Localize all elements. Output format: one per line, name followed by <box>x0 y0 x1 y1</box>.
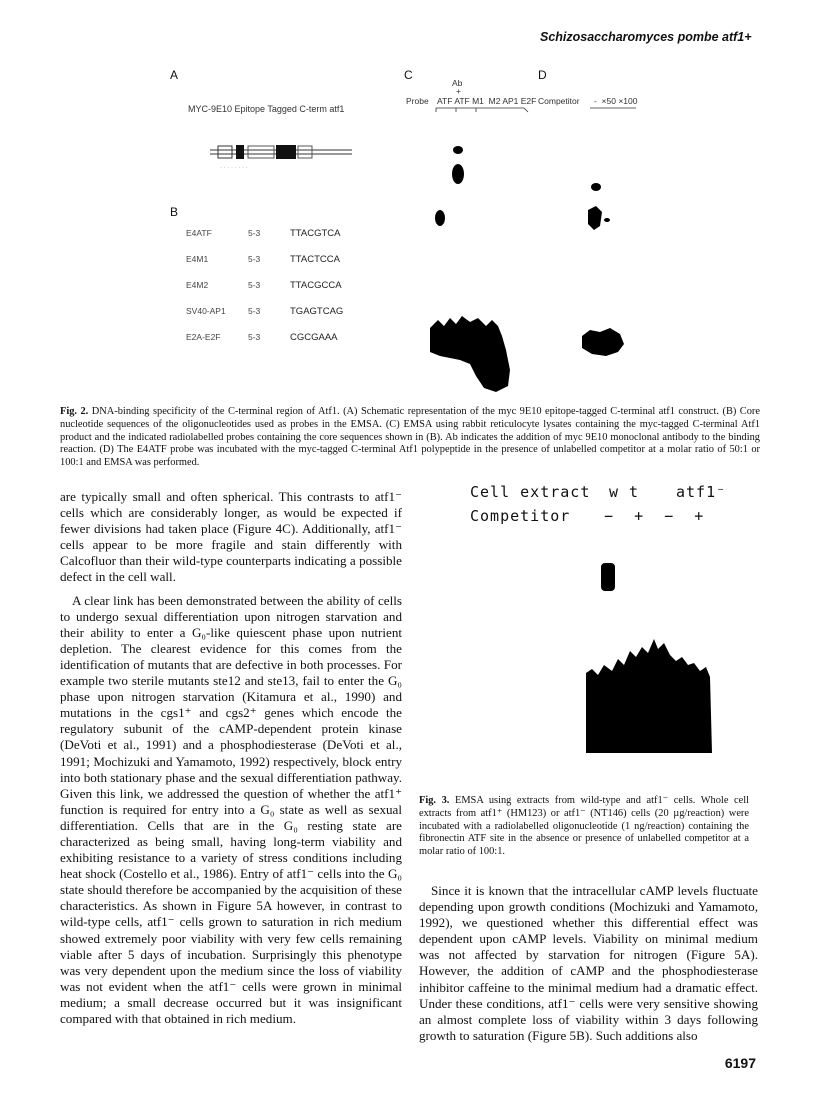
gel-image-c <box>420 130 530 400</box>
seq-name: E4ATF <box>186 228 212 238</box>
paragraph: are typically small and often spherical. This contrasts to atf1⁻ cells which are considerably longer, as would be expected if fewer divisions had taken place (Figure 4C). Additionally, atf1⁻ cells appear to be more fragile and stain differently with Calcofluor than their wild-type counterparts indicating a possible defect in the cell wall. <box>60 489 402 585</box>
seq-orient: 5-3 <box>248 254 261 264</box>
running-title: Schizosaccharomyces pombe atf1+ <box>540 30 752 44</box>
seq-row <box>186 332 356 358</box>
lane-ticks <box>434 106 530 114</box>
seq-name: E2A-E2F <box>186 332 221 342</box>
caption-text: DNA-binding specificity of the C-terminal region of Atf1. (A) Schematic representation of the myc 9E10 epitope-tagged C-terminal atf1 construct. (B) Core nucleotide sequences of the oligonucleotides used as probes in the EMSA. (C) EMSA using rabbit reticulocyte lysates containing the myc-tagged C-terminal Atf1 product and the indicated radiolabelled probes containing the core sequences shown in (B). Ab indicates the addition of myc 9E10 monoclonal antibody to the binding reaction. (D) The E4ATF probe was incubated with the myc-tagged C-terminal Atf1 polypeptide in the presence of unlabelled competitor at a molar ratio of 50:1 or 100:1 and EMSA was performed. <box>60 406 761 469</box>
figure-3 <box>466 483 756 793</box>
panel-b-letter: B <box>170 205 179 219</box>
page-number: 6197 <box>724 1055 756 1071</box>
competitor-signs: − + − + <box>604 507 705 525</box>
seq-name: E4M2 <box>186 280 209 290</box>
competitor-label: Competitor <box>470 507 571 525</box>
figure-2-caption <box>60 406 760 470</box>
seq-orient: 5-3 <box>248 332 261 342</box>
mutant-label: atf1⁻ <box>676 483 727 501</box>
seq-orient: 5-3 <box>248 306 261 316</box>
left-column <box>60 489 402 1027</box>
seq-row <box>186 306 356 332</box>
panel-a-letter: A <box>170 68 179 82</box>
gel-image-d <box>570 130 640 370</box>
figure-3-caption <box>419 795 749 859</box>
seq-row <box>186 280 356 306</box>
figure-2 <box>0 0 816 410</box>
seq-name: SV40-AP1 <box>186 306 226 316</box>
sequence-table <box>186 228 356 358</box>
seq-name: E4M1 <box>186 254 209 264</box>
wt-label: w t <box>609 483 640 501</box>
panel-d-letter: D <box>538 68 547 82</box>
paragraph: A clear link has been demonstrated between the ability of cells to undergo sexual differentiation upon nitrogen starvation and their ability to enter a G₀-like quiescent phase upon nutrient depletion. The clearest evidence for this comes from the identification of mutants that are defective in both processes. For example two sterile mutants ste12 and ste13, fail to enter the G₀ phase upon nitrogen starvation (Kitamura et al., 1990) and mutations in the cgs1⁺ and cgs2⁺ genes which encode the regulatory subunit of the cAMP-dependent protein kinase (DeVoti et al., 1991) and a phosphodiesterase (DeVoti et al., 1991; Mochizuki and Yamamoto, 1992) respectively, block entry into both stationary phase and the sexual differentiation pathway. Given this link, we addressed the question of whether the atf1⁺ function is required for entry into a G₀ state as well as sexual differentiation. Cells that are in the G₀ resting state are characterized as being small, having long-term viability and exhibiting resistance to a variety of stress conditions including heat shock (Costello et al., 1986). Entry of atf1⁻ cells into the G₀ state should therefore be accompanied by the acquisition of these characteristics. As shown in Figure 5A however, in contrast to wild-type cells, atf1⁻ cells grown to saturation in rich medium showed extremely poor viability with very few cells remaining viable after 5 days of incubation. Surprisingly this phenotype was very dependent upon the medium since the loss of viability was not evident when the atf1⁻ cells were grown in minimal medium; a small decrease occurred but it was insignificant compared with that obtained in rich medium. <box>60 592 402 1026</box>
lane-ticks-d <box>588 106 640 114</box>
panel-c-letter: C <box>404 68 413 82</box>
seq-value: TTACGTCA <box>290 228 341 239</box>
seq-orient: 5-3 <box>248 280 261 290</box>
ab-plus: + <box>456 86 461 96</box>
seq-row <box>186 228 356 254</box>
ab-label: Ab <box>452 78 463 88</box>
seq-orient: 5-3 <box>248 228 261 238</box>
seq-value: TTACTCCA <box>290 254 340 265</box>
paragraph: Since it is known that the intracellular cAMP levels fluctuate depending upon growth conditions (Mochizuki and Yamamoto, 1992), we questioned whether this differential effect was dependent upon cAMP levels. Viability on minimal medium was not affected by starvation for nitrogen (Figure 5A). However, the addition of cAMP and the phosphodiesterase inhibitor caffeine to the minimal medium had a dramatic effect. Under these conditions, atf1⁻ cells were very sensitive showing an almost complete loss of viability within 3 days following growth to saturation (Figure 5B). Such additions also <box>419 883 758 1043</box>
caption-text: EMSA using extracts from wild-type and atf1⁻ cells. Whole cell extracts from atf1⁺ (HM123) or atf1⁻ (NT146) cells (20 µg/reaction) were incubated with a radiolabelled oligonucleotide (1 ng/reaction) containing the fibronectin ATF site in the absence or presence of unlabelled competitor at a molar ratio of 100:1. <box>419 795 749 858</box>
seq-value: TTACGCCA <box>290 280 342 291</box>
caption-label: Fig. 3. <box>419 795 450 806</box>
seq-value: TGAGTCAG <box>290 306 344 317</box>
competitor-label: Competitor <box>538 96 580 106</box>
seq-row <box>186 254 356 280</box>
cell-extract-label: Cell extract <box>470 483 591 501</box>
svg-text:· · · · · · · ·: · · · · · · · · <box>220 165 248 171</box>
competitor-lanes: - ×50 ×100 <box>594 96 638 106</box>
right-column <box>419 883 758 1044</box>
construct-label: MYC-9E10 Epitope Tagged C-term atf1 <box>188 104 345 114</box>
caption-label: Fig. 2. <box>60 406 89 417</box>
construct-schematic <box>206 138 356 172</box>
probe-label: Probe <box>406 96 429 106</box>
probe-lanes: ATF ATF M1 M2 AP1 E2F <box>437 96 537 106</box>
gel-image-fig3 <box>586 553 716 783</box>
seq-value: CGCGAAA <box>290 332 338 343</box>
